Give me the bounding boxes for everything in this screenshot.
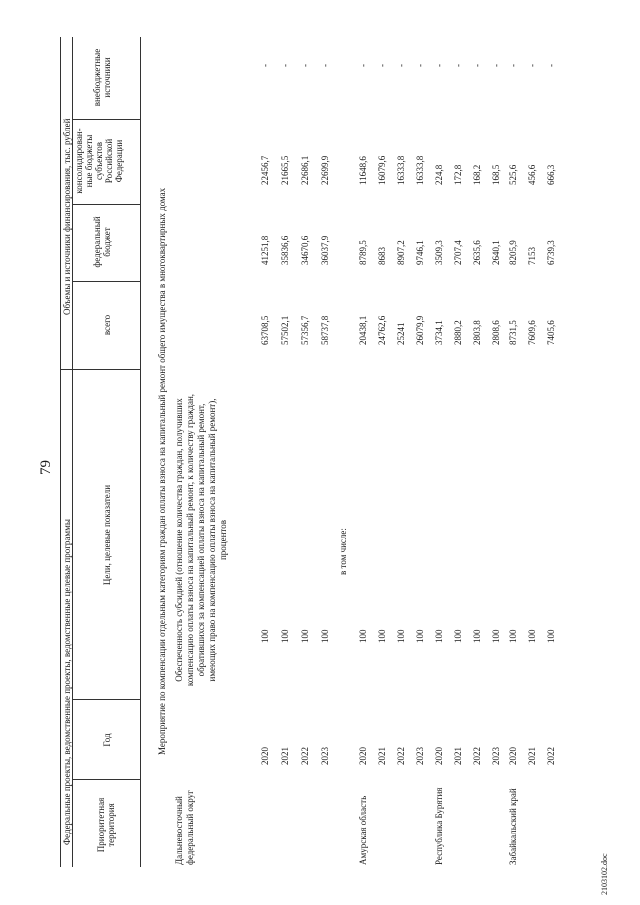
cell-consolidated: 16333,8 [415,155,425,185]
cell-goal: 100 [546,629,556,643]
cell-year: 2022 [396,747,406,765]
header-federal: федеральный бюджет [92,216,112,268]
cell-total: 57502,1 [280,315,290,345]
cell-federal: 3509,3 [434,240,444,265]
header-total: всего [102,314,112,336]
cell-federal: 2635,6 [472,240,482,265]
cell-total: 2880,2 [453,320,463,345]
footer-filename: 2103102.doc [600,853,609,895]
cell-total: 8731,5 [508,320,518,345]
cell-consolidated: 21665,5 [280,155,290,185]
cell-year: 2021 [453,747,463,765]
cell-federal: 6739,3 [546,240,556,265]
sep-territory-year [72,779,140,780]
cell-offbudget: - [491,64,501,67]
cell-total: 26079,9 [415,315,425,345]
cell-federal: 2707,4 [453,240,463,265]
header-top-title: Федеральные проекты, ведомственные проекты, ведомственные целевые программы [62,519,72,845]
cell-offbudget: - [453,64,463,67]
cell-federal: 7153 [527,247,537,265]
cell-federal: 41251,8 [260,235,270,265]
cell-year: 2023 [491,747,501,765]
cell-goal: 100 [260,629,270,643]
cell-year: 2023 [415,747,425,765]
cell-offbudget: - [300,64,310,67]
cell-year: 2020 [434,747,444,765]
cell-total: 3734,1 [434,320,444,345]
cell-goal: 100 [491,629,501,643]
header-top-rule [60,37,61,867]
cell-consolidated: 16333,8 [396,155,406,185]
cell-federal: 2640,1 [491,240,501,265]
cell-federal: 36037,9 [320,235,330,265]
cell-offbudget: - [472,64,482,67]
cell-goal: 100 [527,629,537,643]
cell-total: 25241 [396,322,406,345]
cell-total: 57356,7 [300,315,310,345]
cell-year: 2020 [508,747,518,765]
cell-goal: 100 [300,629,310,643]
cell-consolidated: 168,5 [491,164,501,185]
cell-year: 2022 [300,747,310,765]
cell-year: 2021 [377,747,387,765]
territory-label: Республика Бурятия [434,787,444,865]
cell-consolidated: 172,8 [453,164,463,185]
sep-federal-consolidated [72,204,140,205]
cell-offbudget: - [358,64,368,67]
cell-goal: 100 [377,629,387,643]
cell-year: 2021 [527,747,537,765]
cell-total: 7405,6 [546,320,556,345]
in-that-number-label: в том числе: [338,528,348,575]
cell-offbudget: - [320,64,330,67]
cell-goal: 100 [358,629,368,643]
cell-goal: 100 [453,629,463,643]
cell-federal: 8205,9 [508,240,518,265]
cell-consolidated: 16079,6 [377,155,387,185]
cell-federal: 35836,6 [280,235,290,265]
header-year: Год [102,733,112,747]
cell-federal: 34670,6 [300,235,310,265]
cell-year: 2022 [472,747,482,765]
cell-goal: 100 [508,629,518,643]
cell-year: 2021 [280,747,290,765]
cell-offbudget: - [280,64,290,67]
cell-year: 2020 [358,747,368,765]
cell-year: 2022 [546,747,556,765]
section-title: Мероприятие по компенсации отдельным категориям граждан оплаты взноса на капитальный ремонт общего имущества в многоквартирных домах [157,187,167,755]
page-number: 79 [38,460,54,475]
cell-consolidated: 168,2 [472,164,482,185]
indicator-text: Обеспеченность субсидией (отношение количества граждан, получивших компенсацию оплаты взноса на капитальный ремонт, к количеству граждан, обратившихся за компенсацией оплаты взноса на капитальный ремонт, имеющих право на компенсацию оплаты взноса на капитальный ремонт), процентов [174,393,228,687]
cell-goal: 100 [415,629,425,643]
cell-total: 63708,5 [260,315,270,345]
cell-goal: 100 [434,629,444,643]
cell-federal: 8683 [377,247,387,265]
cell-offbudget: - [434,64,444,67]
cell-offbudget: - [527,64,537,67]
cell-consolidated: 224,8 [434,164,444,185]
cell-offbudget: - [396,64,406,67]
cell-offbudget: - [260,64,270,67]
cell-goal: 100 [472,629,482,643]
header-bottom-rule [140,37,141,867]
cell-federal: 9746,1 [415,240,425,265]
cell-total: 7609,6 [527,320,537,345]
header-territory: Приоритетная территория [96,797,116,853]
header-consolidated: консолидирован-ные бюджеты субъектов Российской Федерации [74,128,124,194]
header-goals: Цели, целевые показатели [102,484,112,586]
sep-total-federal [72,281,140,282]
sep-goals-funding [60,369,140,370]
cell-offbudget: - [377,64,387,67]
cell-consolidated: 525,6 [508,164,518,185]
cell-total: 58737,8 [320,315,330,345]
cell-offbudget: - [508,64,518,67]
cell-goal: 100 [280,629,290,643]
cell-offbudget: - [546,64,556,67]
cell-federal: 8789,5 [358,240,368,265]
cell-goal: 100 [320,629,330,643]
header-offbudget: внебюджетные источники [92,48,112,107]
sep-consolidated-offbudget [72,119,140,120]
cell-consolidated: 22456,7 [260,155,270,185]
territory-label: Дальневосточный федеральный округ [174,790,195,865]
cell-total: 2808,6 [491,320,501,345]
cell-consolidated: 11648,6 [358,156,368,185]
cell-goal: 100 [396,629,406,643]
cell-offbudget: - [415,64,425,67]
cell-consolidated: 22686,1 [300,155,310,185]
cell-total: 2803,8 [472,320,482,345]
cell-consolidated: 456,6 [527,164,537,185]
header-funding-title: Объемы и источники финансирования, тыс. рублей [62,118,72,315]
territory-label: Забайкальский край [508,788,518,865]
cell-year: 2020 [260,747,270,765]
sep-year-goals [72,699,140,700]
cell-consolidated: 22699,9 [320,155,330,185]
cell-consolidated: 666,3 [546,164,556,185]
cell-year: 2023 [320,747,330,765]
cell-total: 20438,1 [358,315,368,345]
cell-total: 24762,6 [377,315,387,345]
territory-label: Амурская область [358,795,368,865]
cell-federal: 8907,2 [396,240,406,265]
